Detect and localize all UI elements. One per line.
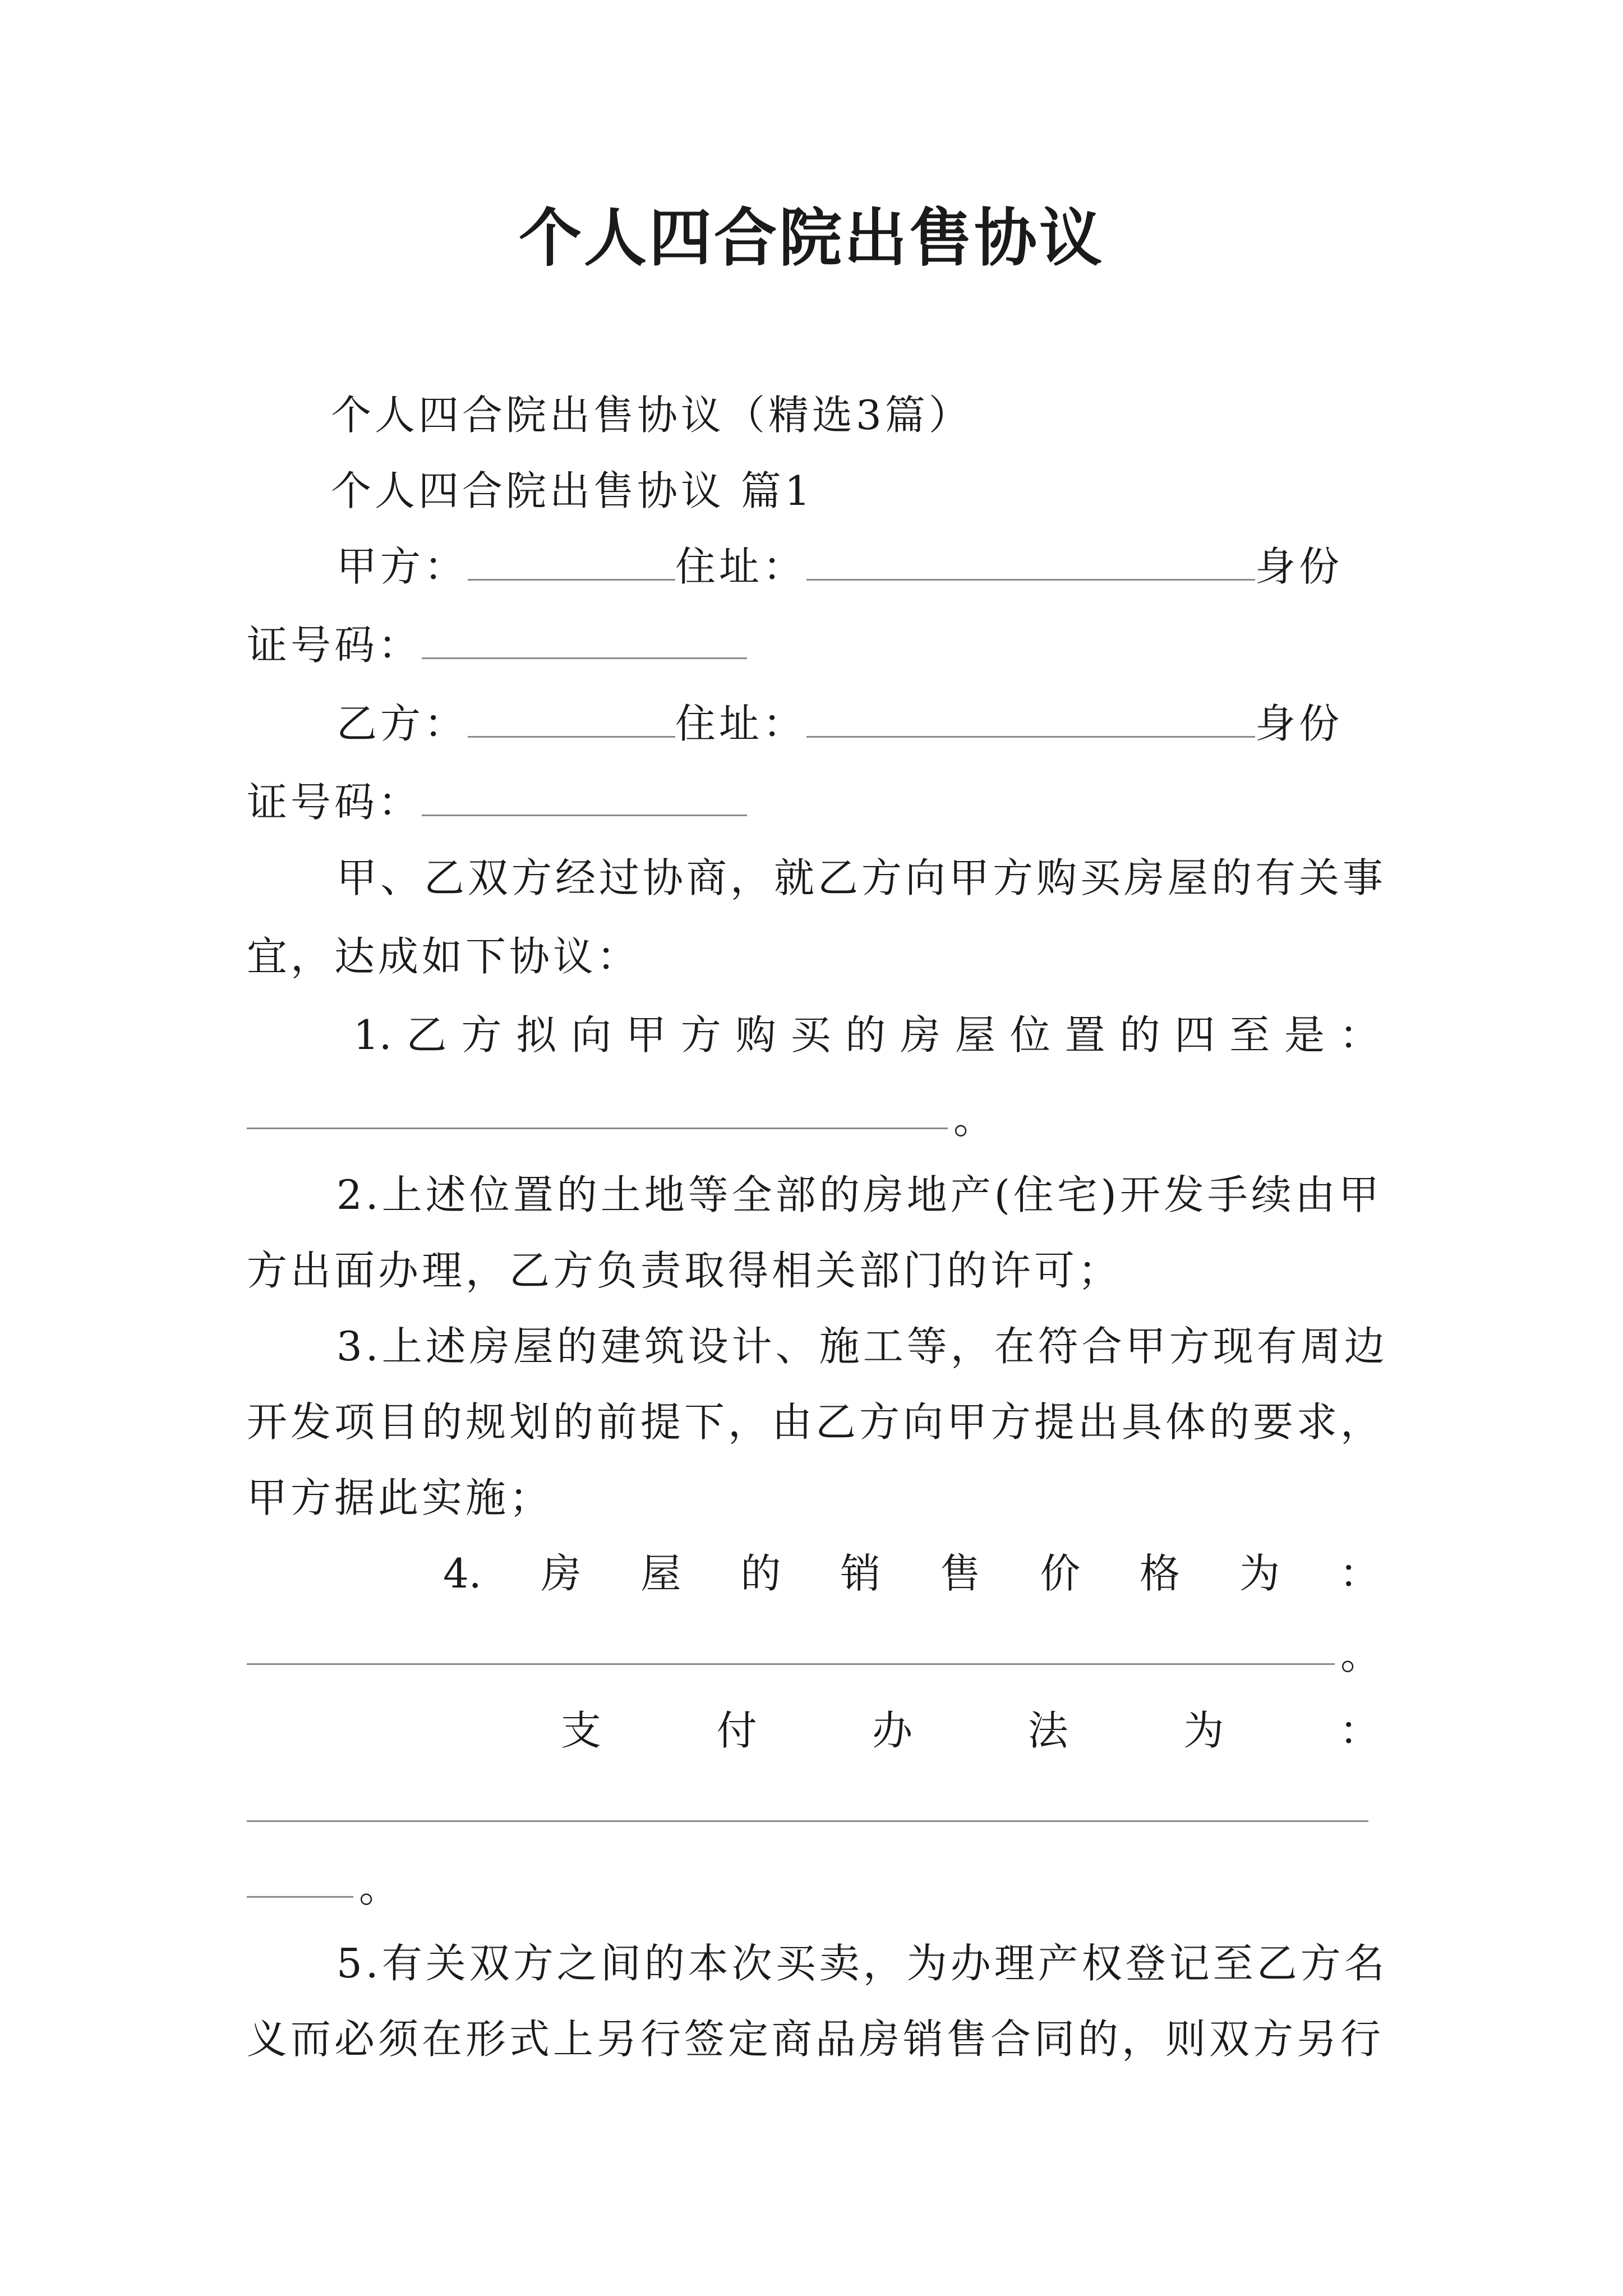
party-a-address-label: 住址： [675,543,807,590]
item-1-char: 的 [1119,1011,1160,1059]
item-1-char: 房 [900,1011,941,1059]
item-3-line-2: 开发项目的规划的前提下，由乙方向甲方提出具体的要求， [247,1398,1385,1446]
item-1-char: 拟 [516,1011,557,1059]
item-1-char: 甲 [625,1011,666,1059]
party-a-id-row [247,617,747,673]
item-1-char: ： [1339,1011,1380,1059]
party-a-id-tail: 身份 [1255,543,1343,590]
intro-line-2: 宜，达成如下协议： [247,933,641,980]
party-b-id-tail: 身份 [1255,700,1343,747]
item-1-char: 的 [845,1011,886,1059]
item-4-char: ： [1339,1550,1380,1597]
item-3-line-1: 3.上述房屋的建筑设计、施工等，在符合甲方现有周边 [336,1323,1388,1370]
item-4-char: 为 [1239,1550,1280,1597]
section-heading: 个人四合院出售协议 篇1 [331,467,814,514]
party-b-address-blank [806,698,1255,738]
item-4-line [443,1545,1380,1602]
party-a-name-blank [468,541,675,581]
item-1-char: 屋 [955,1011,995,1059]
item-5-line-1: 5.有关双方之间的本次买卖，为办理产权登记至乙方名 [336,1940,1388,1987]
payment-char: 支 [561,1707,602,1754]
item-4-char: 价 [1040,1550,1081,1597]
item-1-char: 向 [571,1011,612,1059]
item-4-char: 4. [443,1550,482,1597]
item-4-char: 房 [541,1550,582,1597]
party-b-id-label: 证号码： [247,779,422,826]
payment-blank-2 [247,1896,353,1898]
item-1-blank [247,1128,948,1129]
item-1-char: 位 [1009,1011,1050,1059]
payment-char: 为 [1183,1707,1224,1754]
item-4-price-blank [247,1663,1335,1665]
payment-char: 办 [872,1707,913,1754]
item-1-char: 1. [353,1011,392,1059]
intro-line-1: 甲、乙双方经过协商，就乙方向甲方购买房屋的有关事 [336,854,1387,901]
party-b-id-blank [422,776,747,816]
party-a-row [336,539,1343,595]
item-4-char: 销 [840,1550,881,1597]
item-4-char: 售 [940,1550,981,1597]
item-1-char: 四 [1174,1011,1215,1059]
item-4-char: 格 [1140,1550,1181,1597]
item-1-line [353,1007,1380,1063]
party-a-id-blank [422,619,747,659]
document-title: 个人四合院出售协议 [519,201,1104,275]
party-a-label: 甲方： [336,543,468,590]
payment-blank-1 [247,1820,1368,1822]
party-b-address-label: 住址： [675,700,807,747]
party-b-id-row [247,774,747,830]
item-2-line-2: 方出面办理，乙方负责取得相关部门的许可； [247,1247,1122,1294]
item-1-char: 乙 [406,1011,447,1059]
item-1-char: 买 [790,1011,831,1059]
document-subtitle: 个人四合院出售协议（精选3篇） [331,392,972,439]
item-5-line-2: 义而必须在形式上另行签定商品房销售合同的，则双方另行 [247,2016,1385,2063]
item-4-char: 屋 [640,1550,681,1597]
item-1-char: 置 [1064,1011,1105,1059]
item-1-end: 。 [953,1096,994,1143]
item-4-end: 。 [1340,1631,1381,1678]
item-1-char: 至 [1229,1011,1270,1059]
party-b-label: 乙方： [336,700,468,747]
payment-char: ： [1339,1707,1380,1754]
item-2-line-1: 2.上述位置的土地等全部的房地产(住宅)开发手续由甲 [336,1171,1382,1218]
party-b-row [336,696,1343,752]
item-1-char: 方 [680,1011,721,1059]
item-1-char: 是 [1284,1011,1325,1059]
party-a-address-blank [806,541,1255,581]
payment-line [561,1703,1380,1759]
item-3-line-3: 甲方据此实施； [247,1474,554,1521]
item-4-char: 的 [740,1550,781,1597]
item-1-char: 方 [461,1011,502,1059]
item-1-char: 购 [735,1011,776,1059]
payment-char: 付 [716,1707,757,1754]
payment-end: 。 [359,1864,400,1911]
payment-char: 法 [1027,1707,1068,1754]
party-b-name-blank [468,698,675,738]
party-a-id-label: 证号码： [247,622,422,669]
